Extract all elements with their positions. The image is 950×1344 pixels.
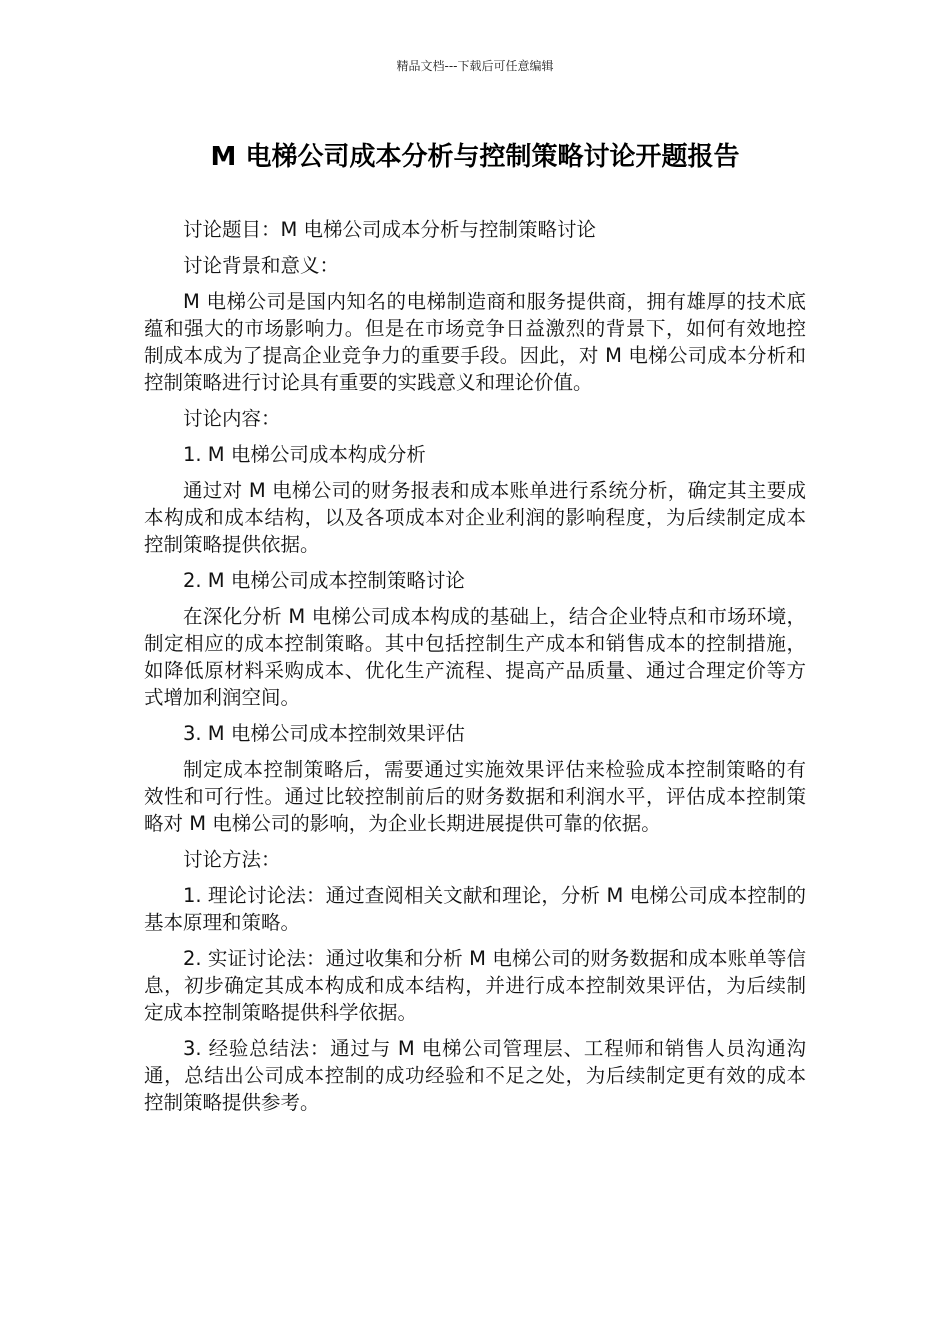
- content-item-2-heading: 2. M 电梯公司成本控制策略讨论: [183, 569, 465, 592]
- content-item-3-heading: 3. M 电梯公司成本控制效果评估: [183, 722, 465, 745]
- method-item-3: 3. 经验总结法：通过与 M 电梯公司管理层、工程师和销售人员沟通沟通，总结出公司成本控制的成功经验和不足之处，为后续制定更有效的成本控制策略提供参考。: [144, 1037, 806, 1114]
- background-heading: 讨论背景和意义：: [183, 254, 340, 277]
- content-item-1-heading: 1. M 电梯公司成本构成分析: [183, 443, 426, 466]
- content-item-2-paragraph: 在深化分析 M 电梯公司成本构成的基础上，结合企业特点和市场环境，制定相应的成本控制策略。其中包括控制生产成本和销售成本的控制措施，如降低原材料采购成本、优化生产流程、提高产品质量、通过合理定价等方式增加利润空间。: [144, 605, 806, 709]
- content-heading: 讨论内容：: [183, 407, 281, 430]
- method-item-2: 2. 实证讨论法：通过收集和分析 M 电梯公司的财务数据和成本账单等信息，初步确定其成本构成和成本结构，并进行成本控制效果评估，为后续制定成本控制策略提供科学依据。: [144, 947, 806, 1024]
- content-item-3-paragraph: 制定成本控制策略后，需要通过实施效果评估来检验成本控制策略的有效性和可行性。通过比较控制前后的财务数据和利润水平，评估成本控制策略对 M 电梯公司的影响，为企业长期进展提供可靠的依据。: [144, 758, 806, 835]
- method-item-1: 1. 理论讨论法：通过查阅相关文献和理论，分析 M 电梯公司成本控制的基本原理和策略。: [144, 884, 806, 934]
- document-title: M 电梯公司成本分析与控制策略讨论开题报告: [210, 142, 740, 172]
- topic-line: 讨论题目：M 电梯公司成本分析与控制策略讨论: [183, 218, 597, 241]
- document-body: [144, 216, 806, 1125]
- method-heading: 讨论方法：: [183, 848, 281, 871]
- background-paragraph: M 电梯公司是国内知名的电梯制造商和服务提供商，拥有雄厚的技术底蕴和强大的市场影响力。但是在市场竞争日益激烈的背景下，如何有效地控制成本成为了提高企业竞争力的重要手段。因此，对 M 电梯公司成本分析和控制策略进行讨论具有重要的实践意义和理论价值。: [144, 290, 806, 394]
- content-item-1-paragraph: 通过对 M 电梯公司的财务报表和成本账单进行系统分析，确定其主要成本构成和成本结构，以及各项成本对企业利润的影响程度，为后续制定成本控制策略提供依据。: [144, 479, 806, 556]
- page-header-watermark: 精品文档---下载后可任意编辑: [396, 59, 554, 73]
